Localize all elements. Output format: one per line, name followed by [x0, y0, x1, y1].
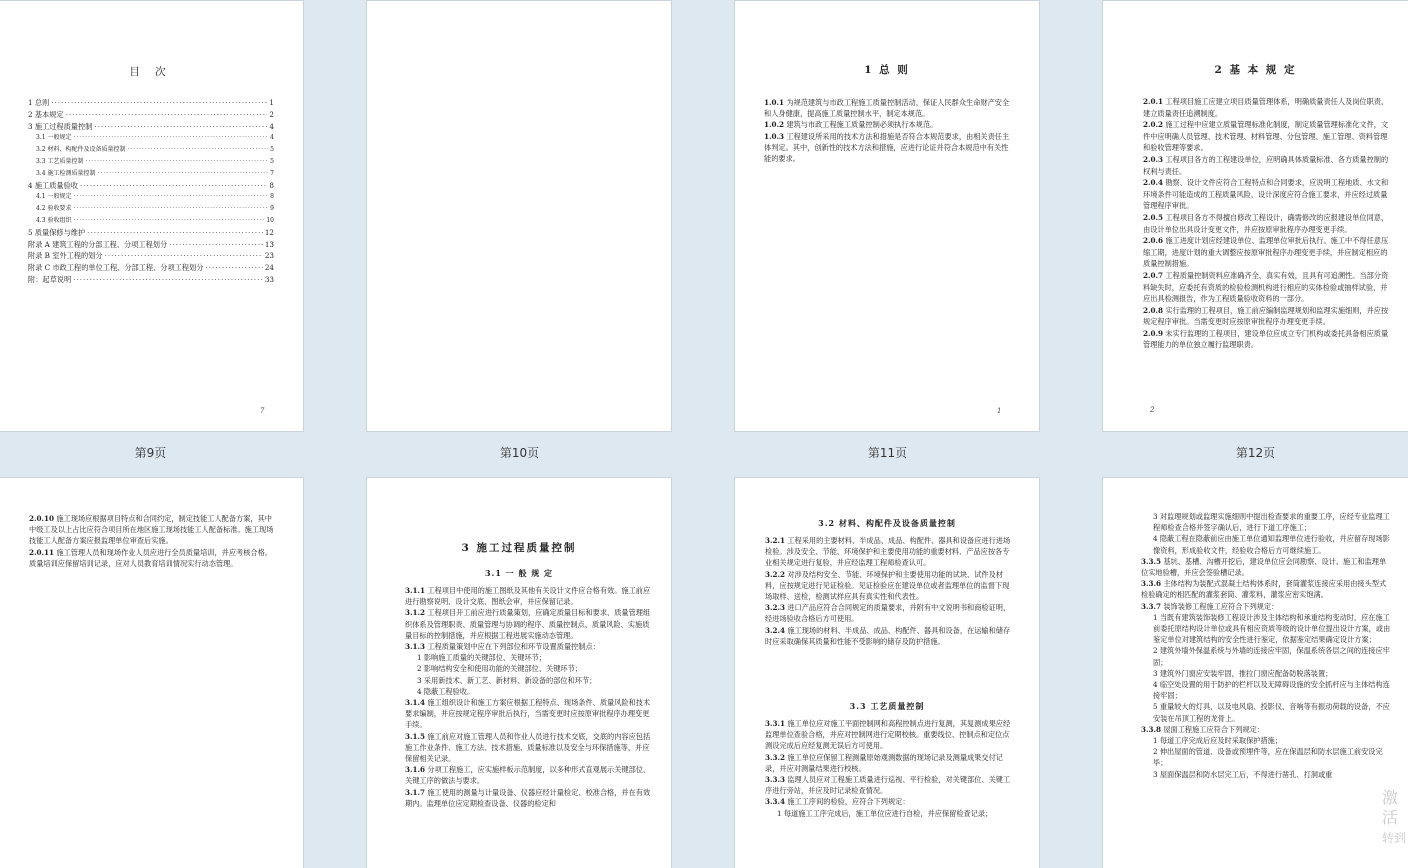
- chapter-title: 1 总 则: [864, 64, 910, 76]
- clause-item: [1141, 735, 1391, 746]
- clause-item: [1141, 746, 1391, 768]
- page-label-10: 第10页: [499, 446, 540, 460]
- watermark-line: 激活: [1382, 788, 1399, 827]
- clause: [765, 718, 1013, 752]
- clause-number: 2.0.10: [29, 514, 55, 523]
- clause-text: 施工进度计划应经建设单位、监理单位审批后执行。施工中不得任意压缩工期，进度计划的重大调整应按原审批程序办理变更手续，并应制定相应的质量控制措施。: [1143, 236, 1389, 269]
- clause-text: 屋面工程施工应符合下列规定：: [1163, 724, 1264, 734]
- clause: [765, 535, 1013, 569]
- clause-number: 3.3.3: [765, 775, 786, 785]
- page-label-9: 第9页: [134, 446, 167, 460]
- clause-text: 1 当既有建筑装饰装修工程设计涉及主体结构和承重结构变动时，应在施工前委托原结构设计单位或具有相应资质等级的设计单位提出设计方案，或由鉴定单位对建筑结构的安全性进行鉴定，依据鉴定结果确定设计方案；: [1153, 612, 1391, 645]
- clause-number: 3.1.3: [405, 642, 426, 652]
- toc-leader-dots: [205, 262, 262, 274]
- clause: [405, 787, 655, 809]
- clause: [1141, 601, 1391, 612]
- clause-number: 3.2.4: [765, 625, 786, 635]
- page-13[interactable]: [0, 478, 303, 868]
- clause-number: 3.1.1: [405, 586, 426, 595]
- toc-leader-dots: [97, 168, 268, 180]
- clause: [765, 752, 1013, 774]
- toc-entry-title: 附录 B 室外工程的划分: [28, 251, 103, 261]
- page-label-11: 第11页: [867, 446, 908, 460]
- clause-text: 4 隐蔽工程验收。: [417, 686, 475, 696]
- page-body: [765, 718, 1013, 819]
- watermark-line: 转到: [1382, 831, 1407, 845]
- clause-number: 3.3.8: [1141, 724, 1162, 734]
- clause: [765, 796, 1013, 807]
- toc-entry-page: 33: [264, 274, 274, 284]
- clause: [1141, 578, 1391, 600]
- clause-text: 对涉及结构安全、节能、环境保护和主要使用功能的试块、试件及材料，应按规定进行见证检验。见证检验应在建设单位或者监理单位的监督下现场取样、送检，检测试样应具有真实性和代表性。: [765, 569, 1010, 602]
- clause-text: 施工使用的测量与计量设备、仪器应经计量检定、校准合格，并在有效期内。监理单位应定期检查设备、仪器的检定和: [405, 787, 651, 808]
- clause-number: 2.0.3: [1143, 154, 1164, 164]
- clause: [29, 547, 277, 569]
- clause-text: 1 每道工序完成后应及时采取保护措施；: [1153, 736, 1283, 746]
- clause-number: 3.3.6: [1141, 579, 1162, 589]
- clause-text: 施工工序间的检验，应符合下列规定：: [787, 797, 910, 807]
- clause: [405, 731, 655, 765]
- page-10[interactable]: [367, 1, 671, 431]
- toc-entry-title: 4.2 验收要求: [36, 205, 72, 213]
- clause-number: 3.2.2: [765, 569, 786, 579]
- clause-number: 3.1.6: [405, 765, 426, 775]
- clause-item: [765, 808, 1013, 819]
- toc-entry-title: 3 施工过程质量控制: [28, 121, 93, 131]
- clause-item: [1141, 612, 1391, 646]
- page-body: [764, 97, 1012, 164]
- clause-number: 2.0.8: [1143, 305, 1164, 315]
- toc-entry-page: 9: [270, 205, 274, 213]
- clause-number: 3.3.5: [1141, 556, 1162, 566]
- toc-entry-page: 2: [269, 109, 274, 119]
- clause-text: 施工管理人员和现场作业人员应进行全员质量培训，并应考核合格。质量培训应保留培训记录，应对人员教育培训情况实行动态管理。: [29, 547, 272, 568]
- clause-text: 4 临空处设置的用于防护的栏杆以及无障碍设施的安全抓杆应与主体结构连接牢固；: [1153, 680, 1390, 701]
- clause: [765, 569, 1013, 603]
- toc-entry[interactable]: [28, 203, 274, 215]
- clause: [1143, 328, 1391, 351]
- toc-entry[interactable]: [28, 97, 274, 109]
- page-body: [1141, 511, 1391, 780]
- clause: [1143, 96, 1391, 119]
- clause-number: 3.3.4: [765, 797, 786, 807]
- clause-text: 建筑与市政工程施工质量控制必须执行本规范。: [786, 120, 938, 130]
- clause-item: [1141, 769, 1391, 780]
- toc-leader-dots: [80, 180, 267, 192]
- toc-leader-dots: [51, 97, 267, 109]
- toc-entry-page: 4: [269, 121, 274, 131]
- clause-item: [1141, 701, 1391, 723]
- clause-item: [1141, 511, 1391, 533]
- clause-text: 施工现场的材料、半成品、成品、构配件、器具和设备，在运输和储存时应采取确保其质量和性能不受影响的储存及防护措施。: [765, 625, 1011, 646]
- clause-text: 工程采用的主要材料、半成品、成品、构配件、器具和设备应进行进场检验。涉及安全、节能、环境保护和主要使用功能的重要材料、产品应按各专业相关规定进行复验，并应经监理工程师检查认可。: [765, 536, 1011, 568]
- clause-number: 3.2.1: [765, 536, 786, 545]
- clause-number: 2.0.9: [1143, 328, 1164, 338]
- toc-entry[interactable]: [28, 109, 274, 121]
- clause-text: 3 对监理规划或监理实施细则中提出检查要求的重要工序，应经专业监理工程师检查合格并签字确认后，进行下道工序施工；: [1153, 512, 1390, 533]
- clause: [764, 97, 1012, 119]
- clause-text: 5 重量较大的灯具，以及电风扇、投影仪、音响等有振动荷载的设备，不应安装在吊顶工程的龙骨上。: [1153, 702, 1390, 723]
- toc-entry[interactable]: [28, 239, 274, 251]
- chapter-title: 3 施工过程质量控制: [461, 542, 577, 554]
- clause: [764, 119, 1012, 130]
- page-number: 7: [260, 407, 265, 415]
- clause-number: 2.0.6: [1143, 236, 1164, 246]
- clause-text: 1 影响施工质量的关键部位、关键环节；: [417, 653, 547, 663]
- toc-entry-title: 2 基本规定: [28, 109, 64, 119]
- clause: [1143, 177, 1391, 212]
- toc-entry[interactable]: [28, 191, 274, 203]
- clause-text: 工程项目各方不得擅自修改工程设计，确需修改的应报建设单位同意，由设计单位出具设计变更文件，并应按原审批程序办理变更手续。: [1143, 212, 1389, 234]
- clause-number: 3.1.7: [405, 787, 426, 797]
- page-11[interactable]: [735, 1, 1039, 431]
- toc-entry[interactable]: [28, 168, 274, 180]
- toc-entry-page: 10: [266, 216, 274, 224]
- page-number: 2: [1150, 406, 1155, 414]
- clause: [765, 774, 1013, 796]
- clause-item: [1141, 668, 1391, 679]
- clause-text: 施工过程中应建立质量管理标准化制度，制定质量管理标准化文件，文件中应明确人员管理、技术管理、材料管理、分包管理、施工管理、资料管理和验收管理等要求。: [1143, 120, 1389, 153]
- toc-entry-title: 4.1 一般规定: [36, 193, 72, 201]
- clause-item: [1141, 679, 1391, 701]
- clause: [1141, 556, 1391, 578]
- clause: [1143, 119, 1391, 154]
- clause-text: 监理人员应对工程施工质量进行巡视、平行检验，对关键部位、关键工序进行旁站，并应及时记录检查情况。: [765, 775, 1011, 796]
- toc-entry-page: 12: [264, 227, 274, 237]
- toc-entry[interactable]: [28, 227, 274, 239]
- toc-entry-title: 4.3 验收组织: [36, 216, 72, 224]
- page-body: [29, 513, 277, 569]
- clause-text: 4 隐蔽工程在隐蔽前应由施工单位通知监理单位进行验收，并应留存现场影像资料，形成验收文件，经验收合格后方可继续施工。: [1153, 534, 1390, 555]
- page-16[interactable]: [1103, 478, 1408, 868]
- page-15[interactable]: [735, 478, 1039, 868]
- clause-number: 3.3.2: [765, 752, 786, 762]
- clause-text: 3 采用新技术、新工艺、新材料、新设备的部位和环节；: [417, 675, 597, 685]
- clause: [29, 513, 277, 547]
- toc-entry-title: 3.4 施工检测质量控制: [36, 169, 96, 177]
- toc-entry-page: 5: [270, 146, 274, 154]
- toc-leader-dots: [73, 191, 268, 203]
- toc-list: [28, 97, 274, 286]
- toc-entry-title: 3.2 材料、构配件及设备质量控制: [36, 146, 126, 154]
- toc-entry[interactable]: [28, 180, 274, 192]
- clause-text: 工程项目中使用的施工图纸及其他有关设计文件应合格有效。施工前应进行勘察说明、设计交底、图纸会审，并应保留记录。: [405, 586, 651, 607]
- clause-number: 1.0.2: [764, 120, 785, 130]
- toc-leader-dots: [169, 239, 263, 251]
- toc-entry-page: 1: [269, 98, 274, 107]
- clause: [765, 602, 1013, 624]
- clause-item: [405, 652, 655, 663]
- toc-entry-page: 5: [270, 157, 274, 165]
- toc-entry[interactable]: [28, 121, 274, 133]
- clause-text: 工程质量控制资料应准确齐全、真实有效，且具有可追溯性。当部分资料缺失时，应委托有资质的检验检测机构进行相应的实体检验或抽样试验，并应出具检测报告，作为工程质量验收资料的一部分。: [1143, 270, 1389, 304]
- clause-text: 2 影响结构安全和使用功能的关键部位、关键环节；: [417, 664, 582, 674]
- clause-text: 施工单位应保留工程测量原始观测数据的现场记录及测量成果交付记录，并应对测量结果进行校核。: [765, 752, 1003, 773]
- toc-entry-page: 7: [270, 169, 274, 177]
- clause-number: 2.0.4: [1143, 178, 1164, 188]
- clause-text: 装饰装修工程施工应符合下列规定：: [1163, 601, 1279, 611]
- clause-text: 3 屋面保温层和防水层完工后，不得进行凿孔、打洞或重: [1153, 769, 1333, 779]
- page-label-12: 第12页: [1235, 446, 1276, 460]
- clause: [405, 764, 655, 786]
- toc-leader-dots: [85, 156, 268, 168]
- clause-text: 3 建筑外门窗应安装牢固，推拉门窗应配备防脱落装置；: [1153, 668, 1333, 678]
- chapter-title: 2 基 本 规 定: [1214, 64, 1297, 76]
- page-14[interactable]: [367, 478, 671, 868]
- toc-entry-page: 23: [264, 251, 274, 261]
- toc-entry-title: 附：起草说明: [28, 274, 72, 284]
- toc-leader-dots: [66, 109, 268, 121]
- section-title: 3.1 一 般 规 定: [484, 568, 554, 578]
- toc-leader-dots: [73, 203, 268, 215]
- clause: [405, 697, 655, 731]
- page-12[interactable]: [1103, 1, 1408, 431]
- toc-entry-page: 8: [269, 180, 274, 190]
- clause: [765, 625, 1013, 647]
- clause: [405, 585, 655, 607]
- toc-leader-dots: [87, 227, 263, 239]
- clause-item: [405, 686, 655, 697]
- clause-number: 3.3.7: [1141, 601, 1162, 611]
- clause-text: 工程建设所采用的技术方法和措施是否符合本规范要求，由相关责任主体判定。其中，创新性的技术方法和措施，应进行论证并符合本规范中有关性能的要求。: [764, 131, 1010, 164]
- clause: [405, 607, 655, 641]
- clause-item: [1141, 645, 1391, 667]
- toc-entry-page: 4: [270, 134, 274, 142]
- clause: [1143, 270, 1391, 305]
- section-title: 3.3 工艺质量控制: [849, 701, 925, 711]
- clause-text: 2 伸出屋面的管道、设备或预埋件等，应在保温层和防水层施工前安设完毕；: [1153, 747, 1383, 768]
- clause-item: [405, 663, 655, 674]
- activation-watermark: [1382, 788, 1408, 848]
- toc-entry[interactable]: [28, 144, 274, 156]
- clause-text: 2 建筑外墙外保温系统与外墙的连接应牢固，保温系统各层之间的连接应牢固；: [1153, 646, 1390, 667]
- clause-number: 2.0.11: [29, 547, 55, 557]
- page-body: [1143, 96, 1391, 351]
- clause-text: 基坑、基槽、沟槽开挖后，建设单位应会同勘察、设计、施工和监理单位实地验槽，并应会签验槽记录。: [1141, 556, 1387, 578]
- clause-number: 2.0.5: [1143, 212, 1164, 222]
- clause-text: 主体结构为装配式混凝土结构体系时，套筒灌浆连接应采用由接头型式检验确定的相匹配的灌浆套筒、灌浆料，灌浆应密实饱满。: [1141, 579, 1387, 600]
- page-body: [405, 585, 655, 809]
- toc-entry-title: 3.1 一般规定: [36, 134, 72, 142]
- toc-leader-dots: [73, 215, 264, 227]
- clause-text: 施工组织设计和施工方案应根据工程特点、现场条件、质量风险和技术要求编制，并应按规定程序审批后执行，当需变更时应按原审批程序办理变更手续。: [405, 698, 651, 730]
- toc-entry[interactable]: [28, 156, 274, 168]
- clause: [1143, 154, 1391, 177]
- toc-leader-dots: [73, 274, 263, 286]
- toc-entry-title: 附录 C 市政工程的单位工程、分部工程、分项工程划分: [28, 263, 204, 273]
- toc-entry-title: 附录 A 建筑工程的分部工程、分项工程划分: [28, 239, 168, 249]
- clause-text: 工程项目施工应建立项目质量管理体系，明确质量责任人及岗位职责，建立质量责任追溯制度。: [1143, 97, 1389, 118]
- clause-item: [1141, 533, 1391, 555]
- toc-entry-page: 24: [264, 263, 274, 273]
- toc-entry[interactable]: [28, 250, 274, 262]
- clause-text: 1 每道施工工序完成后，施工单位应进行自检，并应保留检查记录；: [777, 808, 993, 818]
- toc-leader-dots: [105, 250, 263, 262]
- clause-text: 未实行监理的工程项目，建设单位应成立专门机构或委托具备相应质量管理能力的单位独立履行监理职责。: [1143, 328, 1389, 350]
- toc-entry[interactable]: [28, 132, 274, 144]
- clause-text: 勘察、设计文件应符合工程特点和合同要求，应说明工程地质、水文和环境条件可能造成的工程质量风险，设计深度应符合施工要求，并应经过质量管理程序审批。: [1143, 178, 1389, 211]
- toc-entry-title: 4 施工质量验收: [28, 180, 78, 190]
- clause-number: 3.1.5: [405, 731, 426, 741]
- clause-text: 进口产品应符合合同规定的质量要求，并附有中文说明书和商检证明，经进场验收合格后方可使用。: [765, 603, 1011, 624]
- page-body: [765, 535, 1013, 647]
- clause-text: 分项工程施工，应实施样板示范制度，以多种形式直观展示关键部位、关键工序的做法与要求。: [405, 765, 651, 786]
- clause-text: 工程质量策划中应在下列部位和环节设置质量控制点：: [427, 642, 600, 652]
- clause-text: 工程项目各方的工程建设单位，应明确具体质量标准、各方质量控制的权利与责任。: [1143, 154, 1389, 176]
- clause-text: 工程项目开工前应进行质量策划，应确定质量目标和要求、质量管理组织体系及管理职责、质量管理与协调的程序、质量控制点、质量风险、实施质量目标的控制措施，并应根据工程进展实施动态管理。: [405, 608, 651, 640]
- clause: [405, 641, 655, 652]
- toc-leader-dots: [73, 132, 268, 144]
- clause-number: 3.1.4: [405, 698, 426, 708]
- clause-number: 1.0.3: [764, 131, 785, 141]
- toc-entry[interactable]: [28, 215, 274, 227]
- clause-number: 2.0.1: [1143, 97, 1164, 106]
- toc-entry-page: 8: [270, 193, 274, 201]
- toc-entry-page: 13: [264, 239, 274, 249]
- toc-entry[interactable]: [28, 274, 274, 286]
- clause: [1143, 212, 1391, 235]
- toc-leader-dots: [127, 144, 268, 156]
- clause-text: 为规范建筑与市政工程施工质量控制活动，保证人民群众生命财产安全和人身健康，提高施工质量控制水平，制定本规范。: [764, 98, 1010, 119]
- clause-item: [405, 675, 655, 686]
- clause-text: 施工单位应对施工平面控制网和高程控制点进行复测，其复测成果应经监理单位查验合格，并应对控制网进行定期校核。重要线位、控制点和定位点测设完成后应经复测无误后方可使用。: [765, 719, 1011, 751]
- section-title: 3.2 材料、构配件及设备质量控制: [818, 518, 956, 528]
- clause-number: 3.1.2: [405, 608, 426, 618]
- toc-entry[interactable]: [28, 262, 274, 274]
- clause: [1143, 305, 1391, 328]
- clause: [1141, 724, 1391, 735]
- toc-entry-title: 3.3 工艺质量控制: [36, 157, 84, 165]
- clause-number: 3.2.3: [765, 603, 786, 613]
- toc-leader-dots: [94, 121, 267, 133]
- page-number: 1: [997, 407, 1002, 415]
- toc-entry-title: 5 质量保修与维护: [28, 227, 86, 237]
- clause-number: 3.3.1: [765, 719, 786, 728]
- clause: [1143, 235, 1391, 270]
- clause-text: 施工前应对施工管理人员和作业人员进行技术交底，交底的内容应包括施工作业条件、施工方法、技术措施、质量标准以及安全与环保措施等，并应保留相关记录。: [405, 731, 651, 764]
- toc-title: 目 次: [129, 66, 172, 78]
- clause: [764, 131, 1012, 165]
- clause-text: 施工现场应根据项目特点和合同约定，制定技能工人配备方案，其中中级工及以上占比应符合项目所在地区施工现场技能工人配备标准。施工现场技能工人配备方案应报监理单位审查后实施。: [29, 514, 274, 546]
- clause-number: 1.0.1: [764, 98, 785, 107]
- clause-text: 实行监理的工程项目，施工前应编制监理规划和监理实施细则，并应按规定程序审批。当需变更时应按原审批程序办理变更手续。: [1143, 305, 1389, 327]
- page-9[interactable]: [0, 1, 303, 431]
- toc-entry-title: 1 总则: [28, 98, 50, 107]
- clause-number: 2.0.2: [1143, 120, 1164, 130]
- clause-number: 2.0.7: [1143, 270, 1164, 280]
